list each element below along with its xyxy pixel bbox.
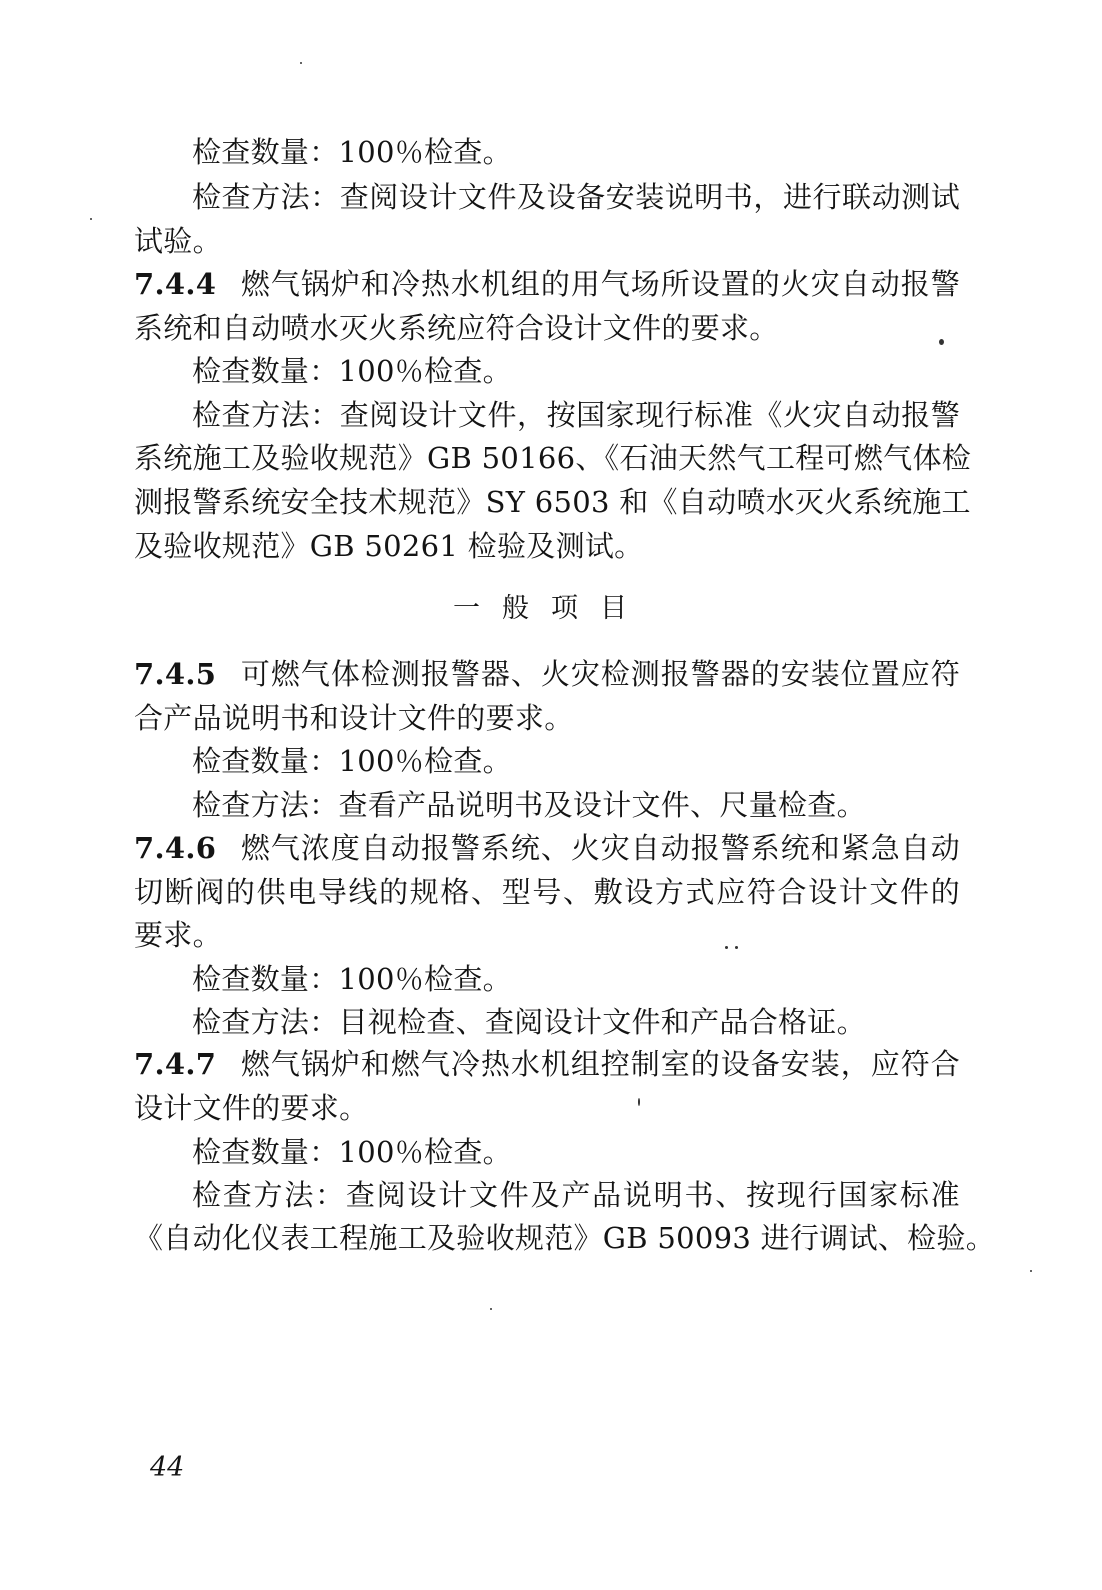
clause-text: 燃气锅炉和燃气冷热水机组控制室的设备安装，应符合 [240, 1047, 960, 1081]
inspection-quantity: 检查数量：100％检查。 [192, 744, 512, 778]
clause-text-continued: 要求。 [134, 918, 222, 952]
inspection-method: 检查方法：目视检查、查阅设计文件和产品合格证。 [192, 1005, 866, 1039]
inspection-method: 检查方法：查阅设计文件及产品说明书、按现行国家标准 [192, 1178, 960, 1212]
page-number: 44 [150, 1452, 185, 1483]
scan-speck [735, 946, 738, 949]
scan-speck [300, 62, 302, 64]
inspection-method: 检查方法：查阅设计文件，按国家现行标准《火灾自动报警 [192, 398, 960, 432]
clause-7-4-6 [134, 830, 960, 866]
inspection-method-continued: 系统施工及验收规范》GB 50166、《石油天然气工程可燃气体检 [134, 441, 972, 475]
clause-7-4-4 [134, 266, 960, 302]
clause-number: 7.4.5 [134, 657, 217, 691]
clause-7-4-7 [134, 1046, 960, 1082]
scan-speck [638, 1098, 640, 1106]
clause-number: 7.4.4 [134, 267, 217, 301]
section-heading: 一般项目 [453, 593, 649, 624]
scan-speck [939, 339, 944, 345]
inspection-quantity: 检查数量：100％检查。 [192, 354, 512, 388]
clause-text-continued: 切断阀的供电导线的规格、型号、敷设方式应符合设计文件的 [134, 875, 960, 909]
inspection-quantity: 检查数量：100％检查。 [192, 1135, 512, 1169]
clause-7-4-5 [134, 656, 960, 692]
clause-number: 7.4.6 [134, 831, 217, 865]
clause-text-continued: 设计文件的要求。 [134, 1091, 369, 1125]
inspection-method: 检查方法：查阅设计文件及设备安装说明书，进行联动测试 [192, 180, 960, 214]
scan-speck [725, 946, 728, 949]
inspection-quantity: 检查数量：100％检查。 [192, 962, 512, 996]
inspection-method-continued: 及验收规范》GB 50261 检验及测试。 [134, 529, 644, 563]
scan-speck [490, 1308, 492, 1310]
inspection-method: 检查方法：查看产品说明书及设计文件、尺量检查。 [192, 788, 866, 822]
clause-text-continued: 系统和自动喷水灭火系统应符合设计文件的要求。 [134, 311, 779, 345]
scan-speck [90, 218, 92, 220]
clause-text: 燃气锅炉和冷热水机组的用气场所设置的火灾自动报警 [240, 267, 960, 301]
clause-number: 7.4.7 [134, 1047, 217, 1081]
inspection-method-continued: 测报警系统安全技术规范》SY 6503 和《自动喷水灭火系统施工 [134, 485, 971, 519]
clause-text-continued: 合产品说明书和设计文件的要求。 [134, 701, 574, 735]
inspection-method-continued: 《自动化仪表工程施工及验收规范》GB 50093 进行调试、检验。 [134, 1221, 996, 1255]
scan-speck [1030, 1270, 1032, 1272]
inspection-quantity: 检查数量：100％检查。 [192, 135, 512, 169]
inspection-method-continued: 试验。 [134, 224, 222, 258]
clause-text: 燃气浓度自动报警系统、火灾自动报警系统和紧急自动 [240, 831, 960, 865]
clause-text: 可燃气体检测报警器、火灾检测报警器的安装位置应符 [240, 657, 960, 691]
